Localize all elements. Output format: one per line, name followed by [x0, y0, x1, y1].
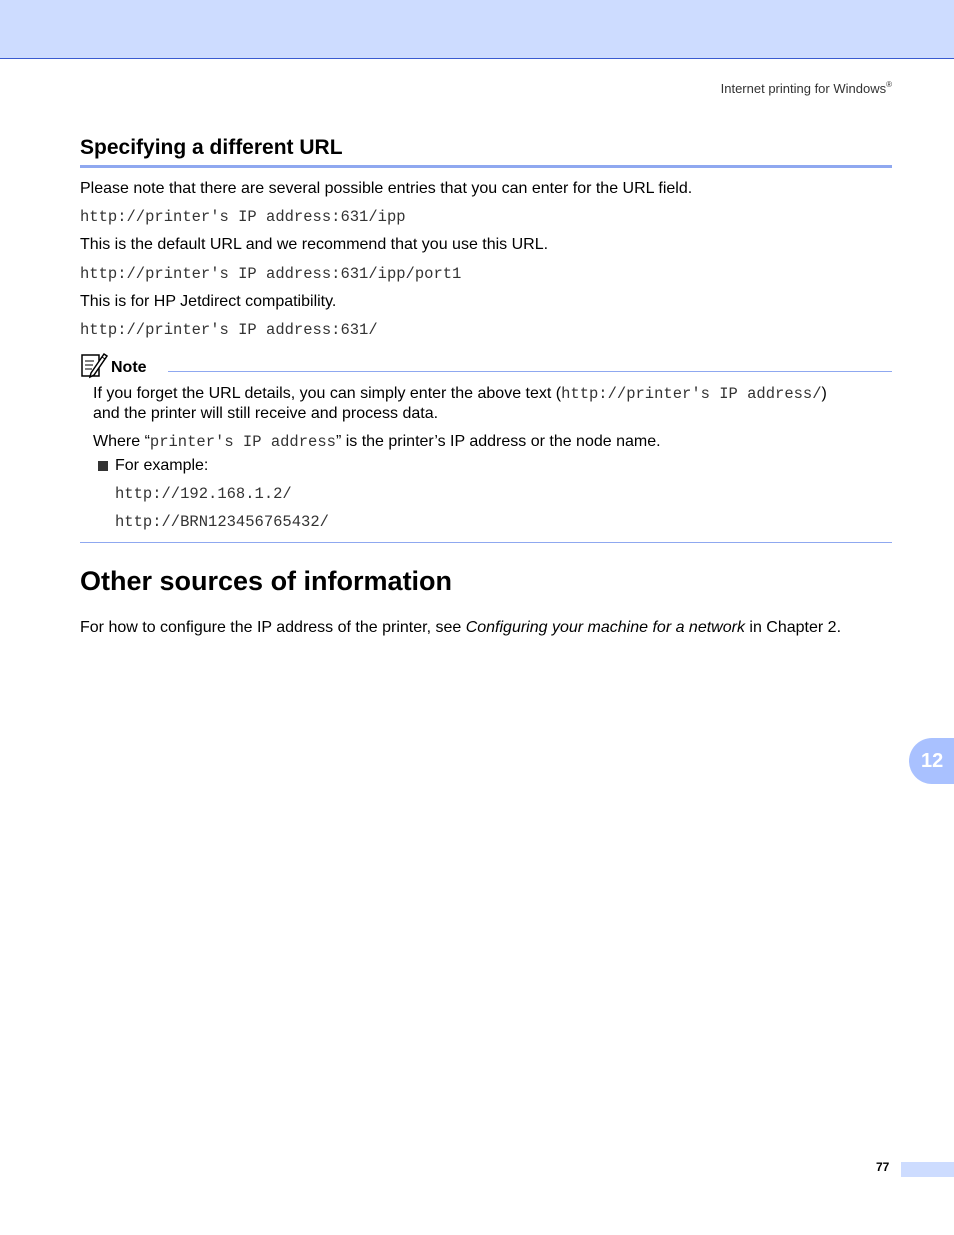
url-entry-2-description: This is for HP Jetdirect compatibility. — [80, 293, 337, 310]
note-bottom-rule — [80, 542, 892, 543]
running-header: Internet printing for Windows® — [720, 80, 892, 96]
url-entry-2: http://printer's IP address:631/ipp/port1 — [80, 265, 462, 283]
square-bullet-icon — [98, 461, 108, 471]
section-heading-other-sources: Other sources of information — [80, 566, 453, 596]
page-number: 77 — [876, 1160, 890, 1174]
registered-mark: ® — [886, 80, 892, 89]
chapter-tab: 12 — [909, 738, 954, 784]
intro-text: Please note that there are several possible entries that you can enter for the URL field. — [80, 180, 693, 197]
note-inline-url: http://printer's IP address/ — [561, 385, 822, 403]
example-url-1: http://192.168.1.2/ — [115, 485, 292, 503]
section-heading-url: Specifying a different URL — [80, 136, 892, 168]
url-entry-1: http://printer's IP address:631/ipp — [80, 208, 406, 226]
bullet-text: For example: — [115, 457, 209, 474]
url-entry-1-description: This is the default URL and we recommend that you use this URL. — [80, 236, 549, 253]
note-inline-code: printer's IP address — [149, 433, 336, 451]
header-band — [0, 0, 954, 59]
cross-reference-link: Configuring your machine for a network — [465, 619, 745, 636]
note-paragraph-2: Where “printer's IP address” is the printer’s IP address or the node name. — [93, 433, 661, 451]
note-top-rule — [168, 371, 892, 372]
note-pencil-icon — [80, 351, 108, 379]
example-url-2: http://BRN123456765432/ — [115, 513, 329, 531]
page-number-bar — [901, 1162, 954, 1177]
note-paragraph-1: If you forget the URL details, you can simply enter the above text (http://printer's IP address/) and the printer will still receive and process data. — [93, 385, 827, 422]
url-entry-3: http://printer's IP address:631/ — [80, 321, 378, 339]
other-sources-text: For how to configure the IP address of the printer, see Configuring your machine for a network in Chapter 2. — [80, 619, 842, 636]
note-title: Note — [111, 359, 147, 376]
